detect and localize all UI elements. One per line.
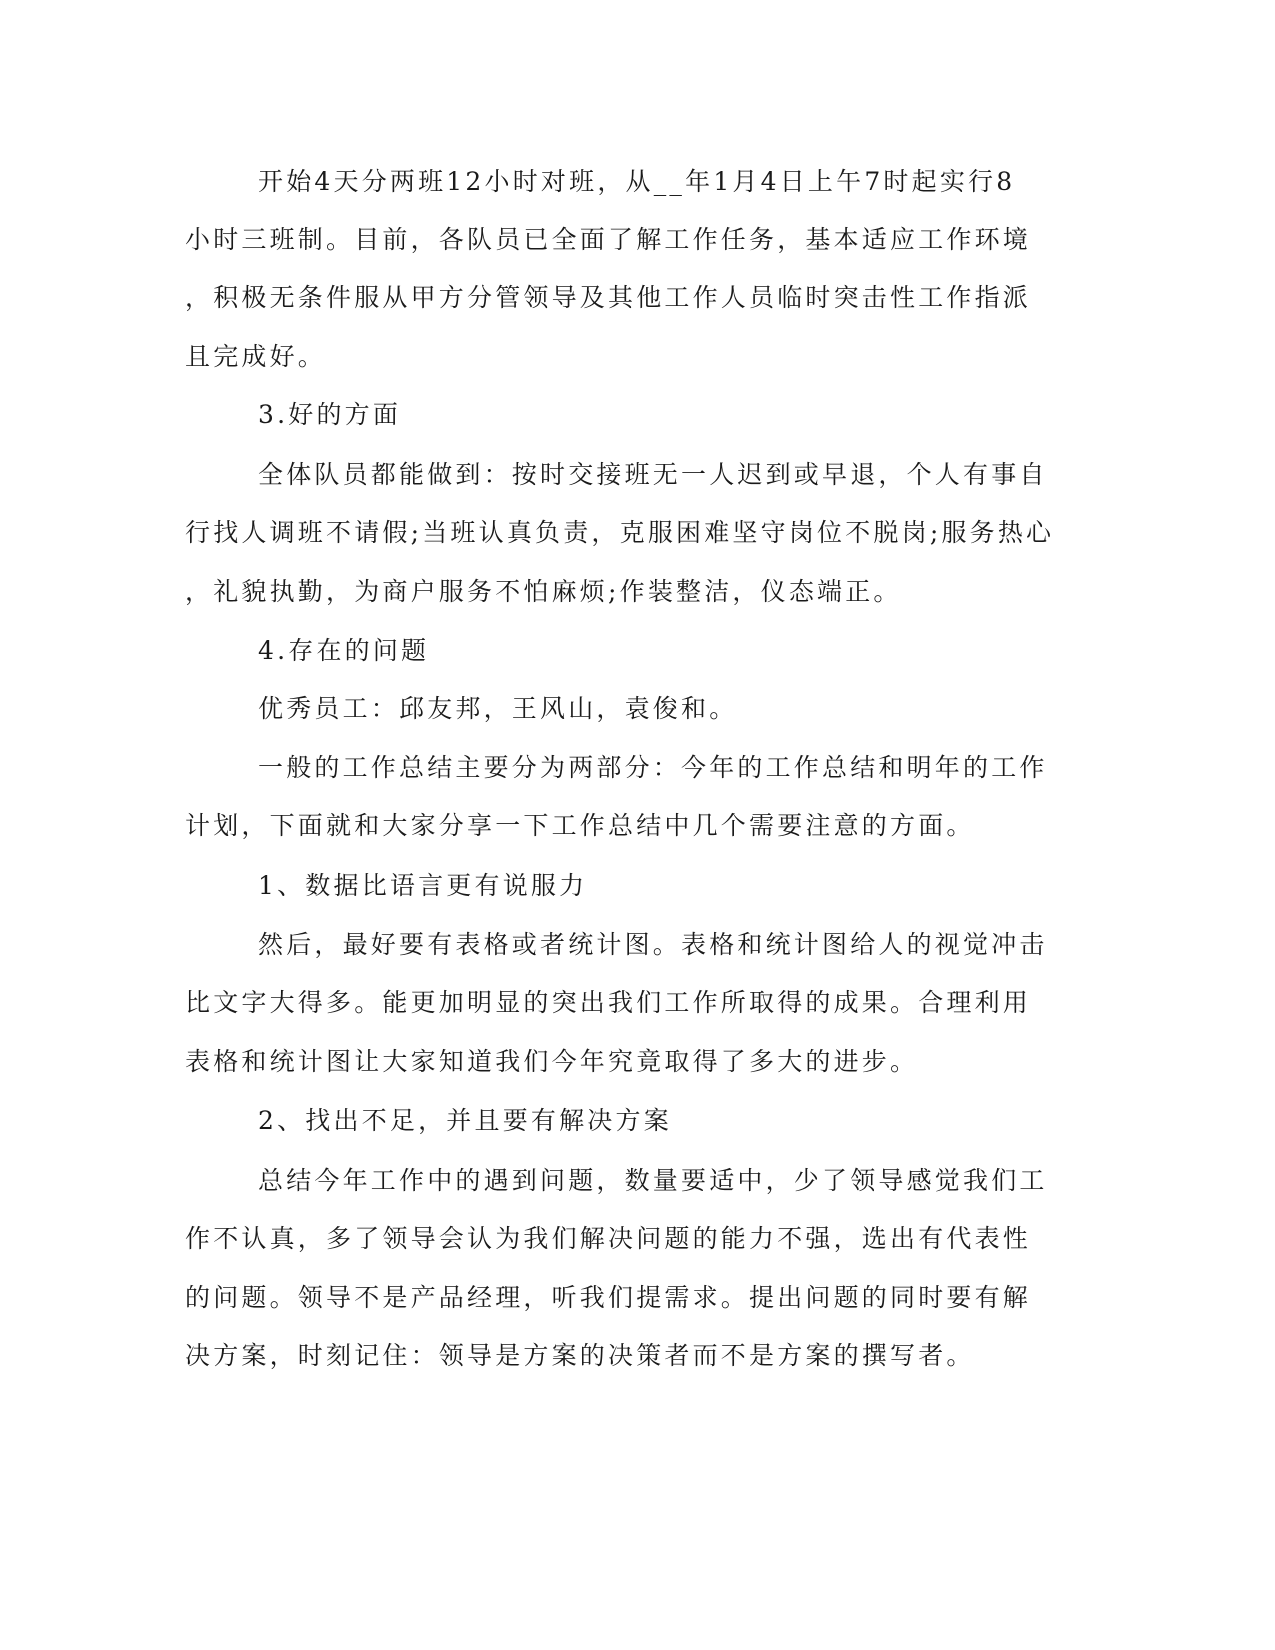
paragraph-line: ，礼貌执勤，为商户服务不怕麻烦;作装整洁，仪态端正。	[185, 577, 902, 606]
paragraph-line: 然后，最好要有表格或者统计图。表格和统计图给人的视觉冲击	[258, 930, 1048, 959]
paragraph-line: 行找人调班不请假;当班认真负责，克服困难坚守岗位不脱岗;服务热心	[185, 518, 1055, 547]
section-heading: 4.存在的问题	[258, 636, 430, 665]
paragraph-line: 表格和统计图让大家知道我们今年究竟取得了多大的进步。	[185, 1047, 919, 1076]
paragraph-line: 的问题。领导不是产品经理，听我们提需求。提出问题的同时要有解	[185, 1283, 1032, 1312]
paragraph-line: 作不认真，多了领导会认为我们解决问题的能力不强，选出有代表性	[185, 1224, 1032, 1253]
paragraph-line: 决方案，时刻记住：领导是方案的决策者而不是方案的撰写者。	[185, 1341, 975, 1370]
paragraph-line: 一般的工作总结主要分为两部分：今年的工作总结和明年的工作	[258, 753, 1048, 782]
paragraph-line: 比文字大得多。能更加明显的突出我们工作所取得的成果。合理利用	[185, 988, 1032, 1017]
paragraph-line: 计划，下面就和大家分享一下工作总结中几个需要注意的方面。	[185, 811, 975, 840]
paragraph-line: 开始4天分两班12小时对班，从__年1月4日上午7时起实行8	[258, 167, 1016, 196]
section-heading: 1、数据比语言更有说服力	[258, 871, 588, 900]
paragraph-line: 优秀员工：邱友邦，王风山，袁俊和。	[258, 694, 738, 723]
paragraph-line: 全体队员都能做到：按时交接班无一人迟到或早退，个人有事自	[258, 460, 1048, 489]
section-heading: 2、找出不足，并且要有解决方案	[258, 1106, 672, 1135]
paragraph-line: 且完成好。	[185, 342, 327, 371]
section-heading: 3.好的方面	[258, 400, 402, 429]
paragraph-line: 总结今年工作中的遇到问题，数量要适中，少了领导感觉我们工	[258, 1166, 1048, 1195]
paragraph-line: 小时三班制。目前，各队员已全面了解工作任务，基本适应工作环境	[185, 225, 1032, 254]
paragraph-line: ，积极无条件服从甲方分管领导及其他工作人员临时突击性工作指派	[185, 283, 1032, 312]
